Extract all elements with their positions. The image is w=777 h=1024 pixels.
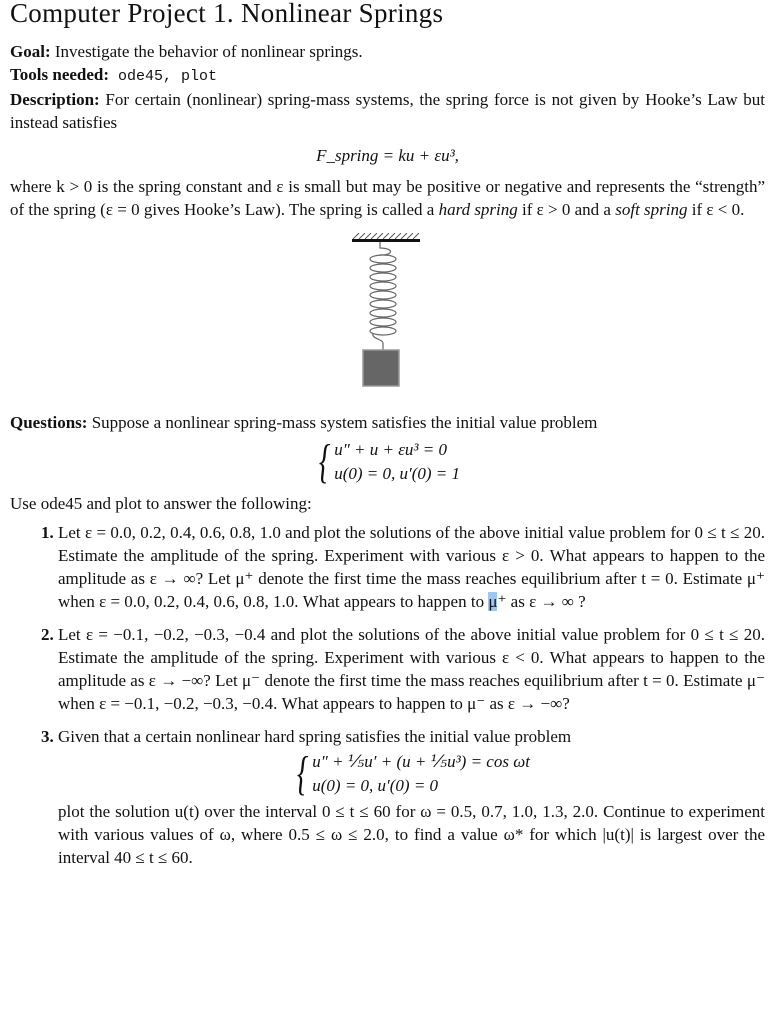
brace: {	[318, 435, 331, 488]
brace: {	[296, 747, 309, 800]
questions-text: Suppose a nonlinear spring-mass system satisfies the initial value problem	[87, 413, 598, 432]
where-text: where k > 0 is the spring constant and ε is small but may be positive or negative and represents the “strength” of the spring (ε = 0 gives Hooke’s Law). The spring is called a	[10, 177, 765, 219]
ivp-system-2	[58, 747, 765, 800]
description	[10, 88, 765, 134]
q1-highlight: μ	[488, 592, 498, 611]
description-text: For certain (nonlinear) spring-mass systems, the spring force is not given by Hooke’s Law but instead satisfies	[10, 90, 765, 132]
q1-tail: ⁺ as ε → ∞ ?	[497, 592, 586, 611]
description-label: Description:	[10, 90, 100, 109]
question-2: 2. Let ε = −0.1, −0.2, −0.3, −0.4 and plot the solutions of the above initial value problem for 0 ≤ t ≤ 20. Estimate the amplitude of the spring. Experiment with various ε < 0. What appears to happen to the amplitude as ε → −∞? Let μ⁻ denote the first time the mass reaches equilibrium after t = 0. Estimate μ⁻ when ε = −0.1, −0.2, −0.3, −0.4. What appears to happen to μ⁻ as ε → −∞?	[58, 623, 765, 715]
questions	[10, 411, 765, 434]
q3-after: plot the solution u(t) over the interval 0 ≤ t ≤ 60 for ω = 0.5, 0.7, 1.0, 1.3, 2.0. Continue to experiment with various values of ω, where 0.5 ≤ ω ≤ 2.0, to find a value ω* for which |u(t)| is largest over the interval 40 ≤ t ≤ 60.	[58, 802, 765, 867]
question-list	[10, 521, 765, 869]
ivp1-eq: u″ + u + εu³ = 0	[334, 440, 447, 459]
soft-spring-term: soft spring	[615, 200, 688, 219]
tools-text: ode45, plot	[109, 68, 218, 85]
question-3	[58, 725, 765, 869]
if-pos: if ε > 0 and a	[517, 200, 616, 219]
hard-spring-term: hard spring	[438, 200, 518, 219]
use-text: Use ode45 and plot to answer the following:	[10, 494, 312, 513]
ivp1-ic: u(0) = 0, u′(0) = 1	[334, 464, 460, 483]
goal	[10, 40, 765, 63]
ivp2-eq: u″ + ⅕u′ + (u + ⅕u³) = cos ωt	[312, 752, 530, 771]
ivp-system-1	[10, 435, 765, 488]
spring-figure	[10, 233, 765, 411]
goal-label: Goal:	[10, 42, 51, 61]
q1-text: Let ε = 0.0, 0.2, 0.4, 0.6, 0.8, 1.0 and plot the solutions of the above initial value problem for 0 ≤ t ≤ 20. Estimate the amplitude of the spring. Experiment with various ε > 0. What appears to happen to the amplitude as ε → ∞? Let μ⁺ denote the first time the mass reaches equilibrium after t = 0. Estimate μ⁺ when ε = 0.0, 0.2, 0.4, 0.6, 0.8, 1.0. What appears to happen to	[58, 523, 765, 611]
page-title: Computer Project 1. Nonlinear Springs	[10, 0, 444, 28]
if-neg: if ε < 0.	[687, 200, 745, 219]
question-1	[58, 521, 765, 613]
tools-label: Tools needed:	[10, 65, 110, 84]
tools	[10, 63, 765, 88]
spring-equation: F_spring = ku + εu³,	[316, 146, 459, 165]
goal-text: Investigate the behavior of nonlinear springs.	[50, 42, 363, 61]
spring-mass-illustration	[343, 233, 433, 393]
q3-text: Given that a certain nonlinear hard spring satisfies the initial value problem	[58, 727, 572, 746]
ivp2-ic: u(0) = 0, u′(0) = 0	[312, 776, 439, 795]
where-paragraph	[10, 175, 765, 221]
questions-label: Questions:	[10, 413, 88, 432]
